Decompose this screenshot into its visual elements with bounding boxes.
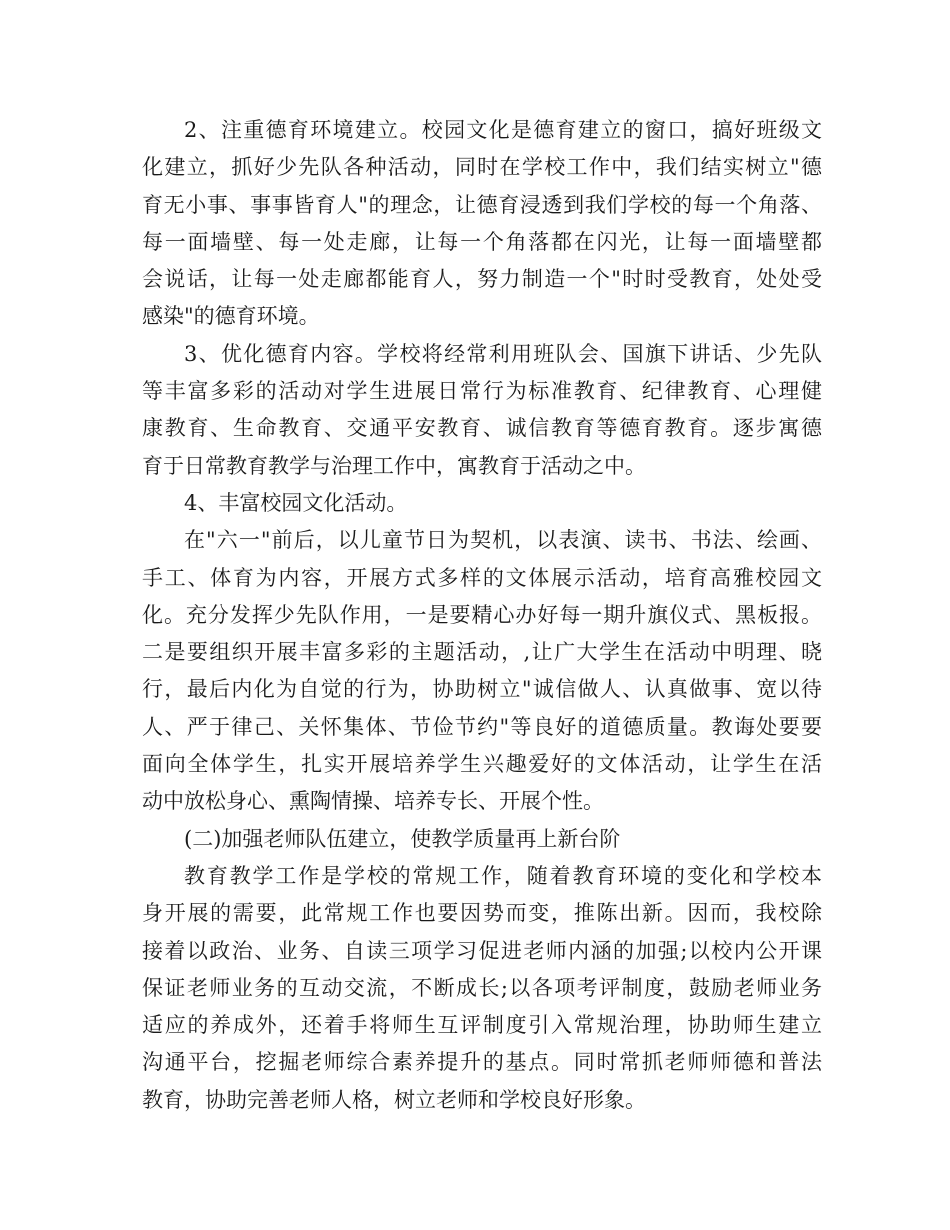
paragraph-line: 康教育、生命教育、交通平安教育、诚信教育等德育教育。逐步寓德 xyxy=(142,416,822,441)
paragraph-line: 面向全体学生，扎实开展培养学生兴趣爱好的文体活动，让学生在活 xyxy=(142,752,822,777)
paragraph-line: 教育，协助完善老师人格，树立老师和学校良好形象。 xyxy=(142,1087,646,1112)
paragraph-line: 行，最后内化为自觉的行为，协助树立"诚信做人、认真做事、宽以待 xyxy=(142,677,822,702)
paragraph-line: 2、注重德育环境建立。校园文化是德育建立的窗口，搞好班级文 xyxy=(184,118,822,142)
paragraph-line: 每一面墙壁、每一处走廊，让每一个角落都在闪光，让每一面墙壁都 xyxy=(142,229,822,254)
paragraph-line: 育无小事、事事皆育人"的理念，让德育浸透到我们学校的每一个角落、 xyxy=(142,192,822,217)
paragraph-line: 人、严于律己、关怀集体、节俭节约"等良好的道德质量。教诲处要要 xyxy=(142,714,822,739)
paragraph-line: 身开展的需要，此常规工作也要因势而变，推陈出新。因而，我校除 xyxy=(142,901,822,926)
paragraph-line: 二是要组织开展丰富多彩的主题活动，,让广大学生在活动中明理、晓 xyxy=(142,640,822,665)
paragraph-line: 感染"的德育环境。 xyxy=(142,304,320,329)
paragraph-line: 等丰富多彩的活动对学生进展日常行为标准教育、纪律教育、心理健 xyxy=(142,379,822,404)
paragraph-line: 3、优化德育内容。学校将经常利用班队会、国旗下讲话、少先队 xyxy=(184,341,822,366)
section-heading: 4、丰富校园文化活动。 xyxy=(184,490,408,515)
paragraph-line: 适应的养成外，还着手将师生互评制度引入常规治理，协助师生建立 xyxy=(142,1013,822,1038)
paragraph-line: 沟通平台，挖掘老师综合素养提升的基点。同时常抓老师师德和普法 xyxy=(142,1050,822,1075)
paragraph-line: 动中放松身心、熏陶情操、培养专长、开展个性。 xyxy=(142,789,604,814)
paragraph-line: 育于日常教育教学与治理工作中，寓教育于活动之中。 xyxy=(142,453,646,478)
paragraph-line: 化建立，抓好少先队各种活动，同时在学校工作中，我们结实树立"德 xyxy=(142,155,822,180)
paragraph-line: 接着以政治、业务、自读三项学习促进老师内涵的加强;以校内公开课 xyxy=(142,938,822,963)
section-heading: (二)加强老师队伍建立，使教学质量再上新台阶 xyxy=(184,826,621,851)
paragraph-line: 在"六一"前后，以儿童节日为契机，以表演、读书、书法、绘画、 xyxy=(184,528,822,553)
paragraph-line: 教育教学工作是学校的常规工作，随着教育环境的变化和学校本 xyxy=(184,863,822,888)
paragraph-line: 手工、体育为内容，开展方式多样的文体展示活动，培育高雅校园文 xyxy=(142,565,822,590)
paragraph-line: 会说话，让每一处走廊都能育人，努力制造一个"时时受教育，处处受 xyxy=(142,267,822,292)
paragraph-line: 保证老师业务的互动交流，不断成长;以各项考评制度，鼓励老师业务 xyxy=(142,975,822,1000)
document-body xyxy=(142,112,822,1119)
paragraph-line: 化。充分发挥少先队作用，一是要精心办好每一期升旗仪式、黑板报。 xyxy=(142,602,822,627)
